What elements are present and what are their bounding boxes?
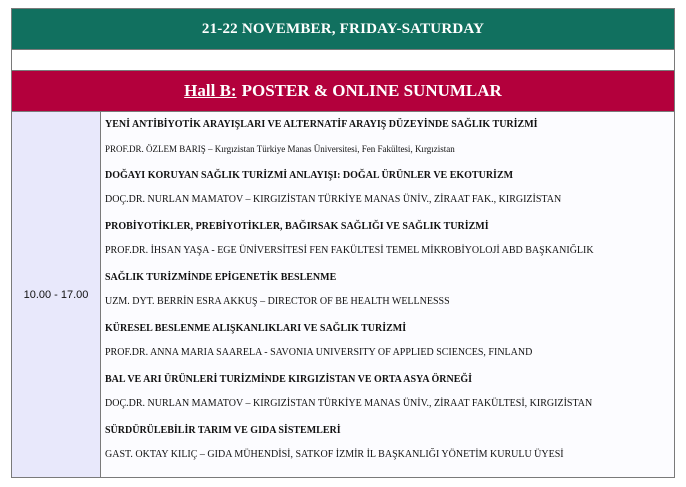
talk-speaker: PROF.DR. ANNA MARIA SAARELA - SAVONIA UNIVERSITY OF APPLIED SCIENCES, FINLAND [105,347,533,358]
talks-list [101,112,674,477]
talk-title: YENİ ANTİBİYOTİK ARAYIŞLARI VE ALTERNATİF ARAYIŞ DÜZEYİNDE SAĞLIK TURİZMİ [105,119,538,130]
spacer-row [12,50,674,71]
talk-speaker: PROF.DR. ÖZLEM BARIŞ – Kırgızistan Türkiye Manas Üniversitesi, Fen Fakültesi, Kırgızistan [105,144,455,154]
talk-speaker: GAST. OKTAY KILIÇ – GIDA MÜHENDİSİ, SATKOF İZMİR İL BAŞKANLIĞI YÖNETİM KURULU ÜYESİ [105,449,564,460]
schedule-table [11,8,675,478]
talk-speaker: DOÇ.DR. NURLAN MAMATOV – KIRGIZİSTAN TÜRKİYE MANAS ÜNİV., ZİRAAT FAK., KIRGIZİSTAN [105,194,562,205]
time-cell [12,112,101,477]
hall-header [12,71,674,112]
talk-title: SAĞLIK TURİZMİNDE EPİGENETİK BESLENME [105,272,337,283]
talk-title: PROBİYOTİKLER, PREBİYOTİKLER, BAĞIRSAK SAĞLIĞI VE SAĞLIK TURİZMİ [105,221,489,232]
date-header [12,9,674,50]
talk-title: KÜRESEL BESLENME ALIŞKANLIKLARI VE SAĞLIK TURİZMİ [105,323,407,334]
talk-speaker: UZM. DYT. BERRİN ESRA AKKUŞ – DIRECTOR OF BE HEALTH WELLNESSS [105,296,450,307]
hall-name: Hall B: [184,81,237,100]
session-row [12,112,674,477]
talk-title: SÜRDÜRÜLEBİLİR TARIM VE GIDA SİSTEMLERİ [105,425,341,436]
talk-speaker: PROF.DR. İHSAN YAŞA - EGE ÜNİVERSİTESİ FEN FAKÜLTESİ TEMEL MİKROBİYOLOJİ ABD BAŞKANIĞLIK [105,245,594,256]
talk-title: DOĞAYI KORUYAN SAĞLIK TURİZMİ ANLAYIŞI: DOĞAL ÜRÜNLER VE EKOTURİZM [105,170,514,181]
session-time: 10.00 - 17.00 [23,288,89,301]
talk-title: BAL VE ARI ÜRÜNLERİ TURİZMİNDE KIRGIZİSTAN VE ORTA ASYA ÖRNEĞİ [105,374,473,385]
date-label: 21-22 NOVEMBER, FRIDAY-SATURDAY [201,20,485,37]
talk-speaker: DOÇ.DR. NURLAN MAMATOV – KIRGIZİSTAN TÜRKİYE MANAS ÜNİV., ZİRAAT FAKÜLTESİ, KIRGIZİSTAN [105,398,593,409]
hall-title: POSTER & ONLINE SUNUMLAR [241,81,502,100]
